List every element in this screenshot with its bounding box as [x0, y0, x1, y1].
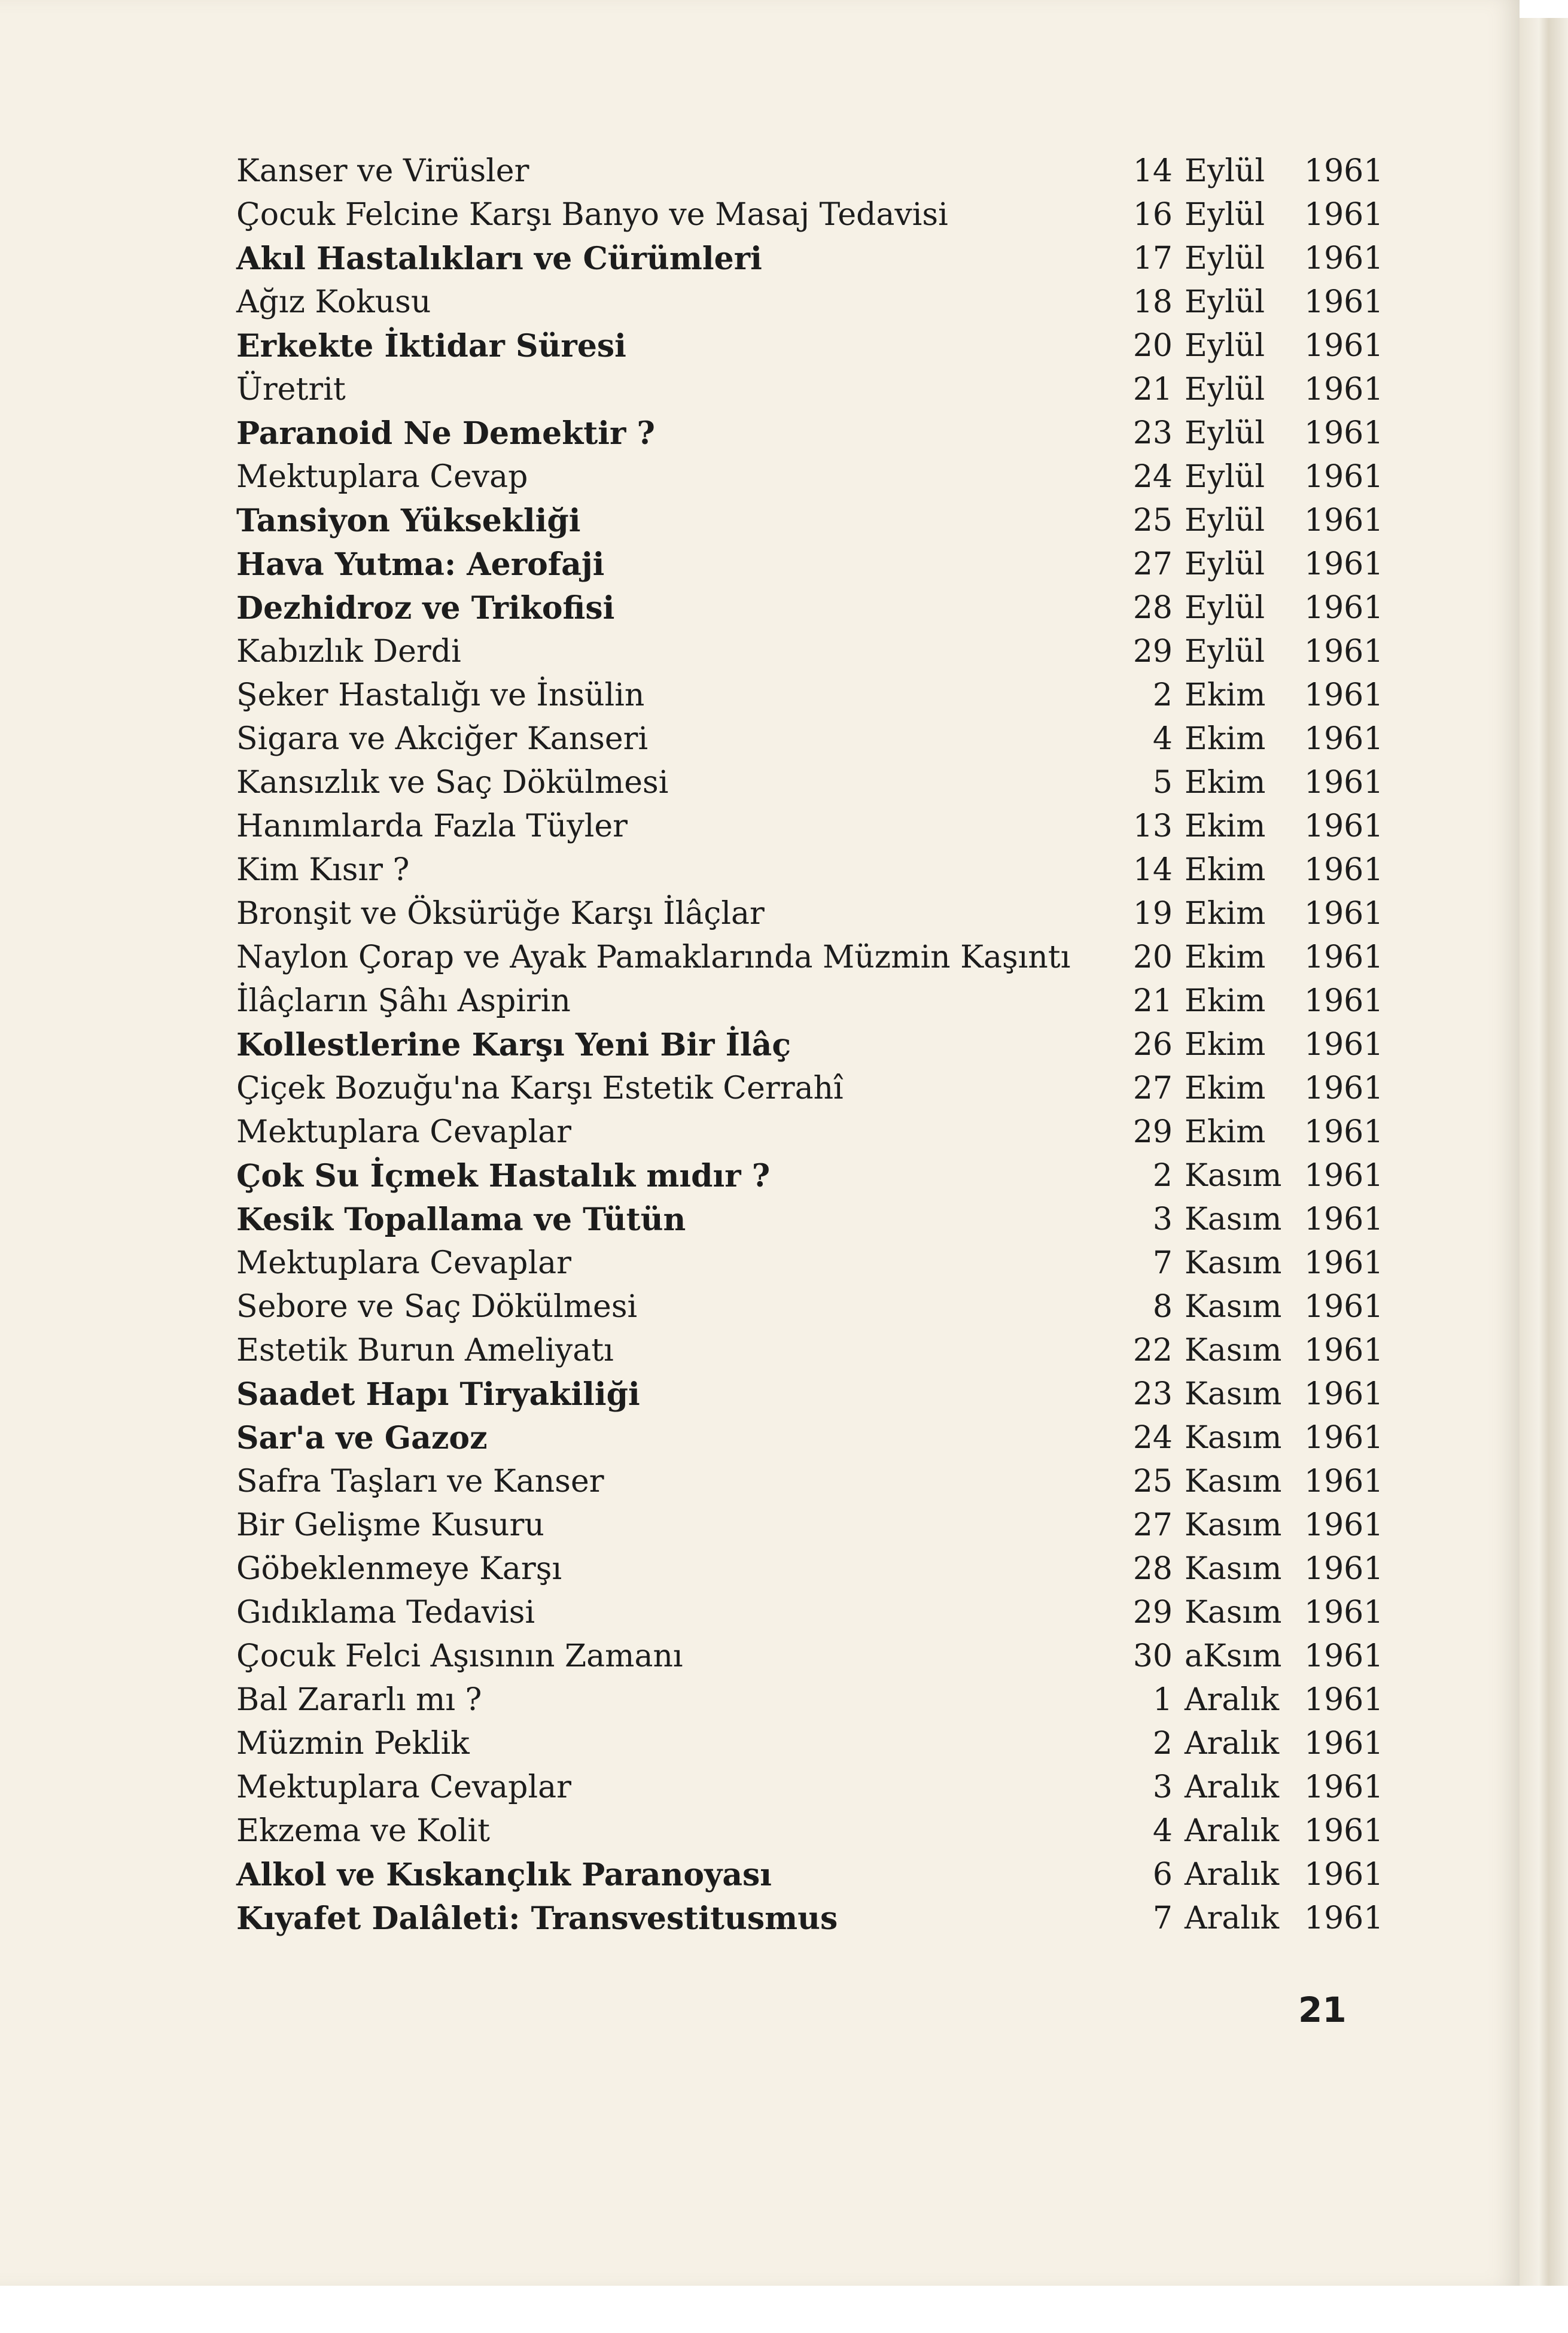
toc-entry — [236, 717, 1384, 761]
entry-year: 1961 — [1304, 372, 1384, 407]
entry-month: Kasım — [1185, 1376, 1282, 1412]
entry-day: 20 — [1132, 328, 1173, 364]
entry-day: 14 — [1132, 153, 1173, 189]
entry-year: 1961 — [1304, 1202, 1384, 1237]
toc-entry — [236, 499, 1384, 543]
toc-entry — [236, 237, 1384, 281]
entry-day: 25 — [1132, 503, 1173, 539]
entry-title: Sebore ve Saç Dökülmesi — [236, 1289, 638, 1325]
entry-day: 20 — [1132, 939, 1173, 975]
entry-title: Saadet Hapı Tiryakiliği — [236, 1376, 640, 1413]
entry-title: Sar'a ve Gazoz — [236, 1420, 488, 1456]
entry-year: 1961 — [1304, 1420, 1384, 1456]
entry-day: 18 — [1132, 284, 1173, 320]
entry-title: Erkekte İktidar Süresi — [236, 328, 626, 364]
entry-year: 1961 — [1304, 153, 1384, 189]
entry-year: 1961 — [1304, 590, 1384, 626]
entry-title: Akıl Hastalıkları ve Cürümleri — [236, 241, 762, 277]
entry-month: Aralık — [1185, 1726, 1280, 1762]
entry-year: 1961 — [1304, 634, 1384, 670]
toc-entry — [236, 1853, 1384, 1897]
entry-year: 1961 — [1304, 546, 1384, 582]
toc-entry — [236, 848, 1384, 892]
entry-month: Kasım — [1185, 1551, 1282, 1587]
entry-day: 21 — [1132, 983, 1173, 1019]
entry-month: Kasım — [1185, 1595, 1282, 1631]
entry-year: 1961 — [1304, 1900, 1384, 1936]
entry-day: 23 — [1132, 415, 1173, 451]
entry-month: Eylül — [1185, 197, 1265, 233]
entry-month: Aralık — [1185, 1682, 1280, 1718]
entry-month: Kasım — [1185, 1464, 1282, 1499]
entry-title: Çocuk Felcine Karşı Banyo ve Masaj Tedavisi — [236, 197, 948, 233]
entry-month: Eylül — [1185, 372, 1265, 407]
entry-day: 2 — [1152, 1158, 1173, 1194]
entry-year: 1961 — [1304, 1682, 1384, 1718]
entry-title: Kabızlık Derdi — [236, 634, 461, 670]
entry-title: Ağız Kokusu — [236, 284, 431, 320]
entry-day: 2 — [1152, 1726, 1173, 1762]
entry-day: 30 — [1132, 1638, 1173, 1674]
entry-year: 1961 — [1304, 1813, 1384, 1849]
entry-month: Kasım — [1185, 1202, 1282, 1237]
toc-entry — [236, 281, 1384, 324]
entry-day: 25 — [1132, 1464, 1173, 1499]
toc-entry — [236, 368, 1384, 412]
toc-entry — [236, 1373, 1384, 1416]
entry-year: 1961 — [1304, 1289, 1384, 1325]
entry-year: 1961 — [1304, 284, 1384, 320]
entry-month: Ekim — [1185, 983, 1266, 1019]
entry-year: 1961 — [1304, 1070, 1384, 1106]
entry-title: Bir Gelişme Kusuru — [236, 1507, 544, 1543]
entry-month: Ekim — [1185, 721, 1266, 757]
entry-title: Çok Su İçmek Hastalık mıdır ? — [236, 1158, 771, 1194]
entry-day: 6 — [1152, 1857, 1173, 1893]
entry-title: Mektuplara Cevaplar — [236, 1114, 571, 1150]
entry-title: Kesik Topallama ve Tütün — [236, 1202, 686, 1238]
entry-title: Kim Kısır ? — [236, 852, 410, 888]
toc-entry — [236, 1067, 1384, 1111]
entry-day: 17 — [1132, 241, 1173, 276]
toc-entry — [236, 1591, 1384, 1635]
entry-day: 2 — [1152, 677, 1173, 713]
entry-title: Estetik Burun Ameliyatı — [236, 1333, 614, 1368]
page-number: 21 — [1298, 1990, 1347, 2030]
toc-entry — [236, 455, 1384, 499]
entry-day: 5 — [1152, 765, 1173, 801]
toc-entry — [236, 193, 1384, 237]
entry-day: 28 — [1132, 590, 1173, 626]
entry-title: Mektuplara Cevaplar — [236, 1245, 571, 1281]
entry-day: 29 — [1132, 1595, 1173, 1631]
entry-day: 7 — [1152, 1900, 1173, 1936]
entry-day: 19 — [1132, 896, 1173, 932]
toc-entry — [236, 412, 1384, 455]
toc-entry — [236, 1460, 1384, 1504]
toc-entry — [236, 1242, 1384, 1285]
entry-title: Mektuplara Cevap — [236, 459, 528, 495]
page-edge-stack — [1520, 18, 1568, 2315]
entry-day: 24 — [1132, 1420, 1173, 1456]
entry-month: Eylül — [1185, 590, 1265, 626]
entry-day: 24 — [1132, 459, 1173, 495]
toc-entry — [236, 1678, 1384, 1722]
toc-entry — [236, 1897, 1384, 1940]
entry-title: Çocuk Felci Aşısının Zamanı — [236, 1638, 683, 1674]
entry-month: Ekim — [1185, 1070, 1266, 1106]
entry-title: Kanser ve Virüsler — [236, 153, 529, 189]
toc-entry — [236, 761, 1384, 805]
toc-entry — [236, 674, 1384, 717]
entry-month: Kasım — [1185, 1333, 1282, 1368]
entry-year: 1961 — [1304, 983, 1384, 1019]
entry-day: 27 — [1132, 546, 1173, 582]
entry-month: Eylül — [1185, 546, 1265, 582]
table-of-contents — [236, 150, 1384, 1940]
entry-month: Kasım — [1185, 1245, 1282, 1281]
toc-entry — [236, 1416, 1384, 1460]
toc-entry — [236, 586, 1384, 630]
entry-year: 1961 — [1304, 677, 1384, 713]
entry-month: Eylül — [1185, 415, 1265, 451]
entry-year: 1961 — [1304, 939, 1384, 975]
entry-title: İlâçların Şâhı Aspirin — [236, 983, 571, 1019]
entry-day: 13 — [1132, 808, 1173, 844]
entry-month: Eylül — [1185, 328, 1265, 364]
entry-day: 7 — [1152, 1245, 1173, 1281]
entry-day: 22 — [1132, 1333, 1173, 1368]
entry-month: Ekim — [1185, 939, 1266, 975]
toc-entry — [236, 805, 1384, 848]
entry-title: Bronşit ve Öksürüğe Karşı İlâçlar — [236, 896, 765, 932]
entry-year: 1961 — [1304, 808, 1384, 844]
entry-month: Aralık — [1185, 1900, 1280, 1936]
entry-title: Gıdıklama Tedavisi — [236, 1595, 535, 1631]
toc-entry — [236, 150, 1384, 193]
entry-year: 1961 — [1304, 765, 1384, 801]
entry-month: Eylül — [1185, 241, 1265, 276]
entry-title: Hanımlarda Fazla Tüyler — [236, 808, 628, 844]
entry-title: Müzmin Peklik — [236, 1726, 470, 1762]
entry-day: 8 — [1152, 1289, 1173, 1325]
entry-month: Kasım — [1185, 1158, 1282, 1194]
toc-entry — [236, 1329, 1384, 1373]
entry-year: 1961 — [1304, 1638, 1384, 1674]
entry-year: 1961 — [1304, 1507, 1384, 1543]
entry-month: Eylül — [1185, 503, 1265, 539]
entry-day: 3 — [1152, 1769, 1173, 1805]
entry-month: Kasım — [1185, 1420, 1282, 1456]
entry-title: Ekzema ve Kolit — [236, 1813, 491, 1849]
toc-entry — [236, 1766, 1384, 1809]
entry-day: 26 — [1132, 1027, 1173, 1063]
toc-entry — [236, 1722, 1384, 1766]
entry-title: Alkol ve Kıskançlık Paranoyası — [236, 1857, 772, 1893]
entry-year: 1961 — [1304, 1376, 1384, 1412]
entry-day: 29 — [1132, 1114, 1173, 1150]
entry-year: 1961 — [1304, 1726, 1384, 1762]
entry-year: 1961 — [1304, 241, 1384, 276]
entry-month: Ekim — [1185, 896, 1266, 932]
entry-year: 1961 — [1304, 197, 1384, 233]
entry-year: 1961 — [1304, 721, 1384, 757]
entry-title: Tansiyon Yüksekliği — [236, 503, 581, 539]
entry-title: Şeker Hastalığı ve İnsülin — [236, 677, 645, 713]
entry-title: Kollestlerine Karşı Yeni Bir İlâç — [236, 1027, 791, 1063]
entry-day: 27 — [1132, 1070, 1173, 1106]
toc-entry — [236, 1154, 1384, 1198]
entry-day: 4 — [1152, 721, 1173, 757]
entry-day: 3 — [1152, 1202, 1173, 1237]
entry-year: 1961 — [1304, 896, 1384, 932]
entry-month: Ekim — [1185, 1027, 1266, 1063]
entry-day: 16 — [1132, 197, 1173, 233]
toc-entry — [236, 936, 1384, 980]
entry-day: 14 — [1132, 852, 1173, 888]
entry-day: 27 — [1132, 1507, 1173, 1543]
entry-year: 1961 — [1304, 415, 1384, 451]
entry-year: 1961 — [1304, 1551, 1384, 1587]
toc-entry — [236, 1285, 1384, 1329]
toc-entry — [236, 324, 1384, 368]
entry-day: 29 — [1132, 634, 1173, 670]
entry-year: 1961 — [1304, 1158, 1384, 1194]
entry-year: 1961 — [1304, 1857, 1384, 1893]
entry-title: Kansızlık ve Saç Dökülmesi — [236, 765, 669, 801]
toc-entry — [236, 1111, 1384, 1154]
toc-entry — [236, 543, 1384, 586]
entry-month: Eylül — [1185, 284, 1265, 320]
entry-month: aKsım — [1185, 1638, 1282, 1674]
entry-title: Göbeklenmeye Karşı — [236, 1551, 562, 1587]
entry-month: Ekim — [1185, 852, 1266, 888]
entry-year: 1961 — [1304, 1595, 1384, 1631]
entry-month: Aralık — [1185, 1857, 1280, 1893]
entry-year: 1961 — [1304, 328, 1384, 364]
scan-margin — [0, 2286, 1568, 2333]
entry-month: Kasım — [1185, 1507, 1282, 1543]
entry-title: Hava Yutma: Aerofaji — [236, 546, 605, 583]
entry-year: 1961 — [1304, 1114, 1384, 1150]
entry-title: Sigara ve Akciğer Kanseri — [236, 721, 648, 757]
entry-title: Safra Taşları ve Kanser — [236, 1464, 604, 1499]
entry-month: Aralık — [1185, 1813, 1280, 1849]
entry-month: Ekim — [1185, 1114, 1266, 1150]
entry-title: Çiçek Bozuğu'na Karşı Estetik Cerrahî — [236, 1070, 844, 1106]
entry-title: Naylon Çorap ve Ayak Pamaklarında Müzmin Kaşıntı — [236, 939, 1071, 975]
entry-year: 1961 — [1304, 1769, 1384, 1805]
entry-year: 1961 — [1304, 459, 1384, 495]
toc-entry — [236, 980, 1384, 1023]
entry-month: Aralık — [1185, 1769, 1280, 1805]
entry-year: 1961 — [1304, 852, 1384, 888]
entry-year: 1961 — [1304, 1333, 1384, 1368]
toc-entry — [236, 892, 1384, 936]
entry-title: Üretrit — [236, 372, 346, 407]
toc-entry — [236, 1198, 1384, 1242]
toc-entry — [236, 1635, 1384, 1678]
entry-year: 1961 — [1304, 1245, 1384, 1281]
entry-day: 4 — [1152, 1813, 1173, 1849]
entry-month: Eylül — [1185, 634, 1265, 670]
entry-day: 21 — [1132, 372, 1173, 407]
entry-month: Ekim — [1185, 808, 1266, 844]
toc-entry — [236, 1023, 1384, 1067]
entry-title: Paranoid Ne Demektir ? — [236, 415, 655, 452]
entry-month: Eylül — [1185, 459, 1265, 495]
entry-day: 23 — [1132, 1376, 1173, 1412]
entry-title: Bal Zararlı mı ? — [236, 1682, 482, 1718]
entry-title: Kıyafet Dalâleti: Transvestitusmus — [236, 1900, 838, 1937]
entry-month: Eylül — [1185, 153, 1265, 189]
toc-entry — [236, 1809, 1384, 1853]
toc-entry — [236, 1547, 1384, 1591]
entry-year: 1961 — [1304, 1027, 1384, 1063]
entry-title: Dezhidroz ve Trikofisi — [236, 590, 615, 626]
entry-month: Kasım — [1185, 1289, 1282, 1325]
entry-year: 1961 — [1304, 1464, 1384, 1499]
entry-title: Mektuplara Cevaplar — [236, 1769, 571, 1805]
toc-entry — [236, 1504, 1384, 1547]
toc-entry — [236, 630, 1384, 674]
entry-day: 28 — [1132, 1551, 1173, 1587]
entry-month: Ekim — [1185, 677, 1266, 713]
entry-month: Ekim — [1185, 765, 1266, 801]
entry-day: 1 — [1152, 1682, 1173, 1718]
entry-year: 1961 — [1304, 503, 1384, 539]
